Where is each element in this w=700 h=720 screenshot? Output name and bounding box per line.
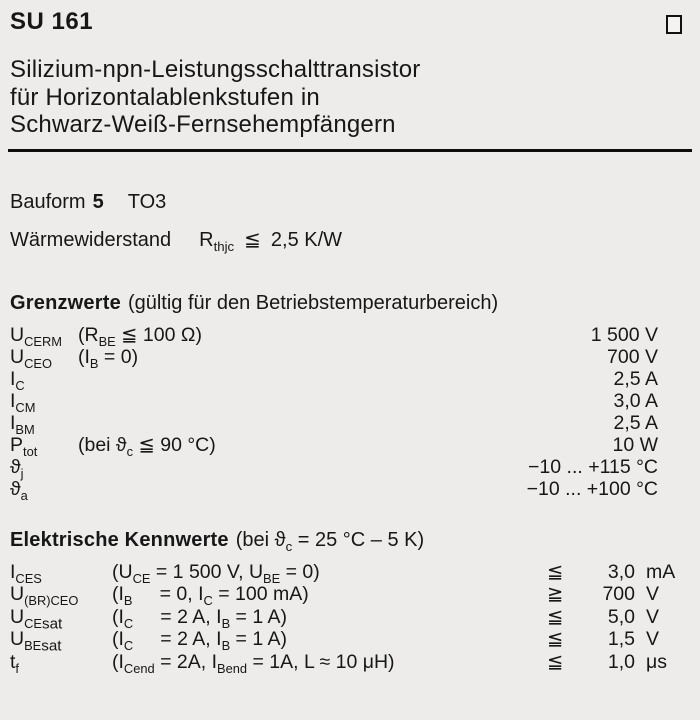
table-row <box>10 455 690 481</box>
parameter-value: −10 ... +100 °C <box>526 477 658 500</box>
table-row <box>10 561 690 584</box>
characteristics-heading: Elektrische Kennwerte (bei $ϑ_c = 25$ °C – 5 K) <box>10 528 425 554</box>
header <box>10 8 690 36</box>
parameter-symbol: $U_{CERM}$ <box>10 323 62 349</box>
subtitle-line: Schwarz-Weiß-Fernsehempfängern <box>10 111 396 138</box>
bauform-label: Bauform <box>10 190 86 213</box>
table-row <box>10 651 690 674</box>
table-row <box>10 367 690 393</box>
header-rule <box>8 149 692 152</box>
parameter-unit: V <box>646 628 660 650</box>
parameter-value: 1,0 <box>607 650 635 673</box>
parameter-unit: V <box>646 583 660 605</box>
parameter-value: 700 V <box>607 345 658 368</box>
parameter-value: −10 ... +115 °C <box>528 455 658 478</box>
table-row <box>10 628 690 655</box>
parameter-symbol: $U_{CEsat}$ <box>10 605 63 632</box>
parameter-symbol: $t_f$ <box>10 650 19 676</box>
subtitle-line: Silizium-npn-Leistungsschalttransistor <box>10 56 421 83</box>
parameter-value: 2,5 A <box>613 367 658 390</box>
parameter-condition <box>78 390 614 412</box>
parameter-condition: ($I_C$ = 2 A, $I_B = 1$ A) <box>112 605 288 631</box>
part-number: SU 161 <box>10 8 94 35</box>
characteristics-table <box>10 561 690 674</box>
table-row <box>10 389 690 415</box>
parameter-condition <box>78 478 527 500</box>
parameter-symbol: $P_{tot}$ <box>10 433 38 459</box>
parameter-value: 700 <box>602 583 635 605</box>
parameter-symbol: $U_{CEO}$ <box>10 345 52 371</box>
parameter-condition <box>78 412 614 434</box>
parameter-condition: ($I_{Cend} = 2A$, $I_{Bend} = 1A$, L ≈ 10 μH) <box>112 650 395 676</box>
table-row <box>10 477 690 503</box>
parameter-condition: ($I_C$ = 2 A, $I_B = 1$ A) <box>112 628 288 653</box>
limits-heading: Grenzwerte (gültig für den Betriebstemperaturbereich) <box>10 291 499 314</box>
characteristics-note: (bei $ϑ_c = 25$ °C – 5 K) <box>235 528 425 554</box>
parameter-value: 10 W <box>612 433 658 456</box>
thermal-label: Wärmewiderstand <box>10 228 172 251</box>
thermal-resistance-line <box>10 227 690 252</box>
parameter-value: 1,5 <box>607 628 635 650</box>
parameter-symbol: $ϑ_a$ <box>10 477 28 503</box>
parameter-symbol: $ϑ_j$ <box>10 455 24 481</box>
parameter-condition <box>78 456 528 478</box>
parameter-symbol: $I_{BM}$ <box>10 411 35 437</box>
bauform-number: 5 <box>92 190 104 213</box>
relation-symbol: ≧ <box>547 583 564 605</box>
table-row <box>10 433 690 459</box>
parameter-unit: V <box>646 605 660 628</box>
thermal-symbol: $R_{thjc}$ <box>199 228 235 254</box>
table-row <box>10 583 690 606</box>
corner-marker-icon <box>666 15 682 34</box>
package-line <box>10 191 690 214</box>
parameter-unit: μs <box>646 650 667 673</box>
parameter-value: 2,5 A <box>613 411 658 434</box>
parameter-value: 3,0 A <box>613 389 658 412</box>
parameter-condition: ($R_{BE}$ ≦ 100 Ω) <box>78 323 202 349</box>
parameter-condition: $(I_B = 0)$ <box>78 345 139 371</box>
table-row <box>10 605 690 632</box>
parameter-symbol: $I_{CES}$ <box>10 560 42 586</box>
parameter-value: 5,0 <box>607 605 635 628</box>
parameter-symbol: $I_{CM}$ <box>10 389 36 415</box>
parameter-condition: (bei $ϑ_c$ ≦ 90 °C) <box>78 433 216 459</box>
relation-symbol: ≦ <box>547 628 564 650</box>
parameter-value: 1 500 V <box>590 323 658 346</box>
table-row <box>10 411 690 437</box>
package-type: TO3 <box>127 190 167 213</box>
parameter-condition <box>78 368 614 390</box>
relation-symbol: ≦ <box>547 560 564 583</box>
relation-symbol: ≦ <box>244 228 261 251</box>
parameter-value: 3,0 <box>607 560 635 583</box>
subtitle-line: für Horizontalablenkstufen in <box>10 83 320 111</box>
parameter-symbol: $U_{BEsat}$ <box>10 628 62 655</box>
characteristics-section <box>10 529 690 674</box>
table-row <box>10 323 690 349</box>
parameter-condition: ($I_B$ = 0, $I_C = 100$ mA) <box>112 583 309 608</box>
limits-section <box>10 291 690 503</box>
parameter-symbol: $I_C$ <box>10 367 25 393</box>
parameter-symbol: $U_{(BR)CEO}$ <box>10 583 79 608</box>
parameter-unit: mA <box>646 560 676 583</box>
table-row <box>10 345 690 371</box>
relation-symbol: ≦ <box>547 650 564 673</box>
thermal-value: 2,5 K/W <box>270 228 343 251</box>
relation-symbol: ≦ <box>547 605 564 628</box>
subtitle <box>10 56 690 139</box>
limits-table <box>10 323 690 503</box>
parameter-condition: ($U_{CE} = 1$ 500 V, $U_{BE} = 0$) <box>112 560 320 586</box>
